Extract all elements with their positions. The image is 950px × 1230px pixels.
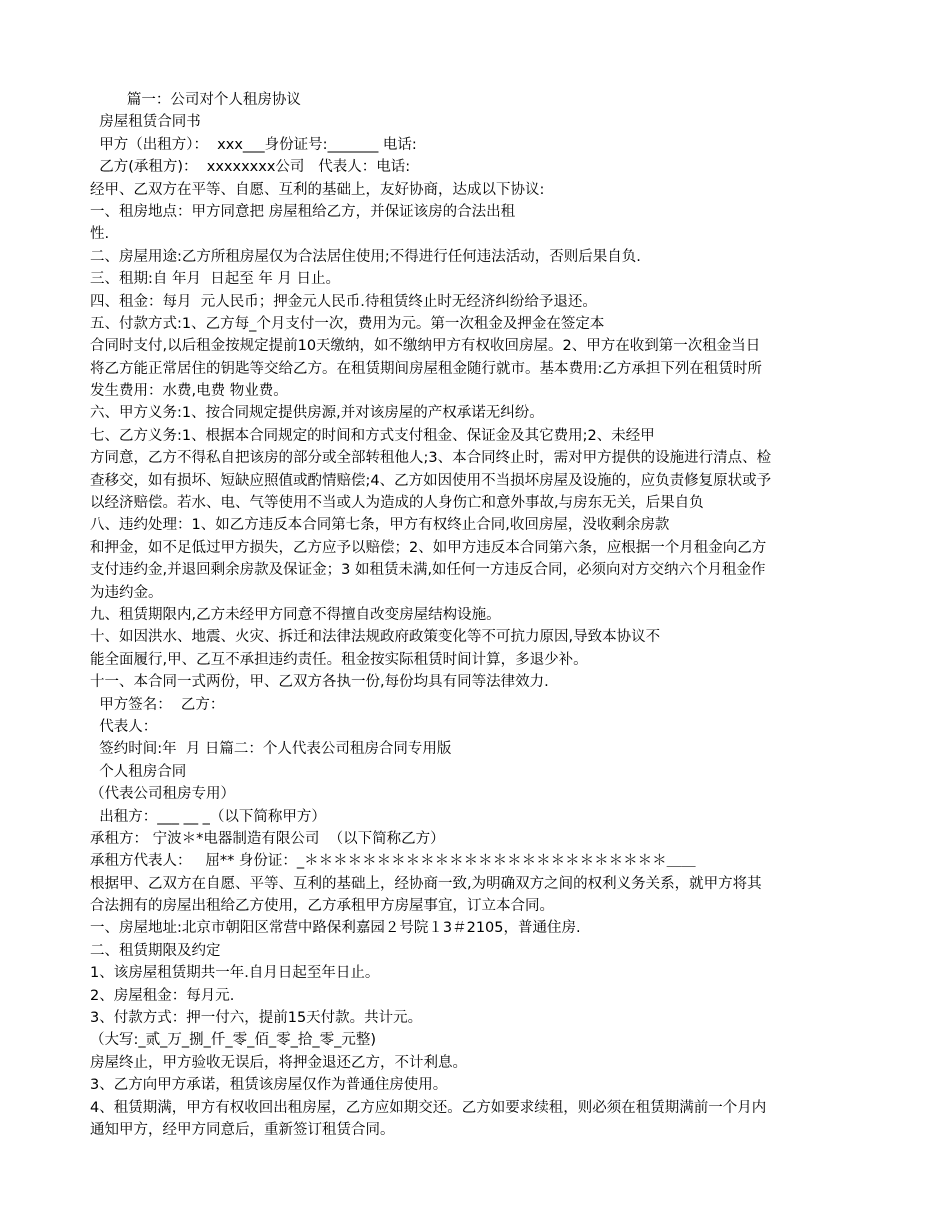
- text-line: 合法拥有的房屋出租给乙方使用，乙方承租甲方房屋事宜，订立本合同。: [90, 898, 554, 915]
- text-line: 二、房屋用途:乙方所租房屋仅为合法居住使用;不得进行任何违法活动，否则后果自负.: [90, 248, 641, 265]
- text-line: 承租方： 宁波＊*电器制造有限公司 （以下简称乙方）: [90, 830, 445, 847]
- text-line: 房屋终止，甲方验收无误后，将押金退还乙方，不计利息。: [90, 1054, 467, 1071]
- text-line: 经甲、乙双方在平等、自愿、互利的基础上，友好协商，达成以下协议:: [90, 181, 545, 198]
- text-line: 4、租赁期满，甲方有权收回出租房屋，乙方应如期交还。乙方如要求续租，则必须在租赁期满前一个月内: [90, 1099, 767, 1116]
- text-line: 1、该房屋租赁期共一年.自月日起至年日止。: [90, 965, 380, 982]
- text-line: 合同时支付,以后租金按规定提前10天缴纳，如不缴纳甲方有权收回房屋。2、甲方在收到第一次租金当日: [90, 338, 761, 355]
- text-line: （大写:_贰_万_捌_仟_零_佰_零_拾_零_元整): [90, 1032, 377, 1049]
- text-line: 能全面履行,甲、乙互不承担违约责任。租金按实际租赁时间计算，多退少补。: [90, 651, 588, 668]
- text-line: 十一、本合同一式两份，甲、乙双方各执一份,每份均具有同等法律效力.: [90, 674, 549, 691]
- text-line: 甲方（出租方）： xxx___身份证号:_______ 电话:: [90, 136, 417, 153]
- text-line: 性.: [90, 226, 110, 243]
- text-line: 承租方代表人： 屈** 身份证：_＊＊＊＊＊＊＊＊＊＊＊＊＊＊＊＊＊＊＊＊＊＊＊＊＊＿＿: [90, 853, 696, 870]
- text-line: 方同意，乙方不得私自把该房的部分或全部转租他人;3、本合同终止时，需对甲方提供的设施进行清点、检: [90, 450, 772, 467]
- text-line: 发生费用：水费,电费 物业费。: [90, 383, 288, 400]
- text-line: 将乙方能正常居住的钥匙等交给乙方。在租赁期间房屋租金随行就市。基本费用:乙方承担下列在租赁时所: [90, 360, 762, 377]
- text-line: 九、租赁期限内,乙方未经甲方同意不得擅自改变房屋结构设施。: [90, 606, 501, 623]
- text-line: 乙方(承租方)： xxxxxxxx公司 代表人：电话:: [90, 159, 411, 176]
- text-line: 二、租赁期限及约定: [90, 942, 221, 959]
- text-line: 为违约金。: [90, 584, 163, 601]
- text-line: 七、乙方义务:1、根据本合同规定的时间和方式支付租金、保证金及其它费用;2、未经甲: [90, 427, 655, 444]
- text-line: 2、房屋租金：每月元.: [90, 987, 235, 1004]
- text-line: 3、乙方向甲方承诺，租赁该房屋仅作为普通住房使用。: [90, 1077, 448, 1094]
- text-line: 查移交，如有损坏、短缺应照值或酌情赔偿;4、乙方如因使用不当损坏房屋及设施的，应负责修复原状或予: [90, 472, 772, 489]
- text-line: 根据甲、乙双方在自愿、平等、互利的基础上，经协商一致,为明确双方之间的权利义务关系，就甲方将其: [90, 875, 762, 892]
- text-line: 三、租期:自 年月 日起至 年 月 日止。: [90, 271, 341, 288]
- text-line: 房屋租赁合同书: [90, 114, 201, 131]
- text-line: 一、房屋地址:北京市朝阳区常营中路保利嘉园２号院１3＃2105，普通住房.: [90, 920, 581, 937]
- text-line: 签约时间:年 月 日篇二：个人代表公司租房合同专用版: [90, 741, 452, 758]
- text-line: 和押金，如不足低过甲方损失，乙方应予以赔偿；2、如甲方违反本合同第六条，应根据一个月租金向乙方: [90, 539, 767, 556]
- text-line: 出租方：___ __ _（以下简称甲方）: [90, 808, 326, 825]
- text-line: 四、租金：每月 元人民币；押金元人民币.待租赁终止时无经济纠纷给予退还。: [90, 293, 597, 310]
- document-body: [90, 89, 870, 1141]
- text-line: 代表人：: [90, 718, 158, 735]
- text-line: 个人租房合同: [90, 763, 187, 780]
- text-line: 3、付款方式：押一付六，提前15天付款。共计元。: [90, 1010, 423, 1027]
- text-line: 八、违约处理：1、如乙方违反本合同第七条，甲方有权终止合同,收回房屋，没收剩余房款: [90, 517, 670, 534]
- text-line: 甲方签名： 乙方：: [90, 696, 225, 713]
- text-line: 一、租房地点：甲方同意把 房屋租给乙方，并保证该房的合法出租: [90, 203, 516, 220]
- text-line: 五、付款方式:1、乙方每_个月支付一次，费用为元。第一次租金及押金在签定本: [90, 315, 605, 332]
- text-line: 支付违约金,并退回剩余房款及保证金；3 如租赁未满,如任何一方违反合同，必须向对方交纳六个月租金作: [90, 562, 766, 579]
- text-line: 以经济赔偿。若水、电、气等使用不当或人为造成的人身伤亡和意外事故,与房东无关，后果自负: [90, 495, 704, 512]
- text-line: 六、甲方义务:1、按合同规定提供房源,并对该房屋的产权承诺无纠纷。: [90, 405, 544, 422]
- text-line: 通知甲方，经甲方同意后，重新签订租赁合同。: [90, 1121, 395, 1138]
- text-line: 十、如因洪水、地震、火灾、拆迁和法律法规政府政策变化等不可抗力原因,导致本协议不: [90, 629, 661, 646]
- text-line: （代表公司租房专用）: [90, 786, 235, 803]
- text-line: 篇一：公司对个人租房协议: [90, 92, 301, 108]
